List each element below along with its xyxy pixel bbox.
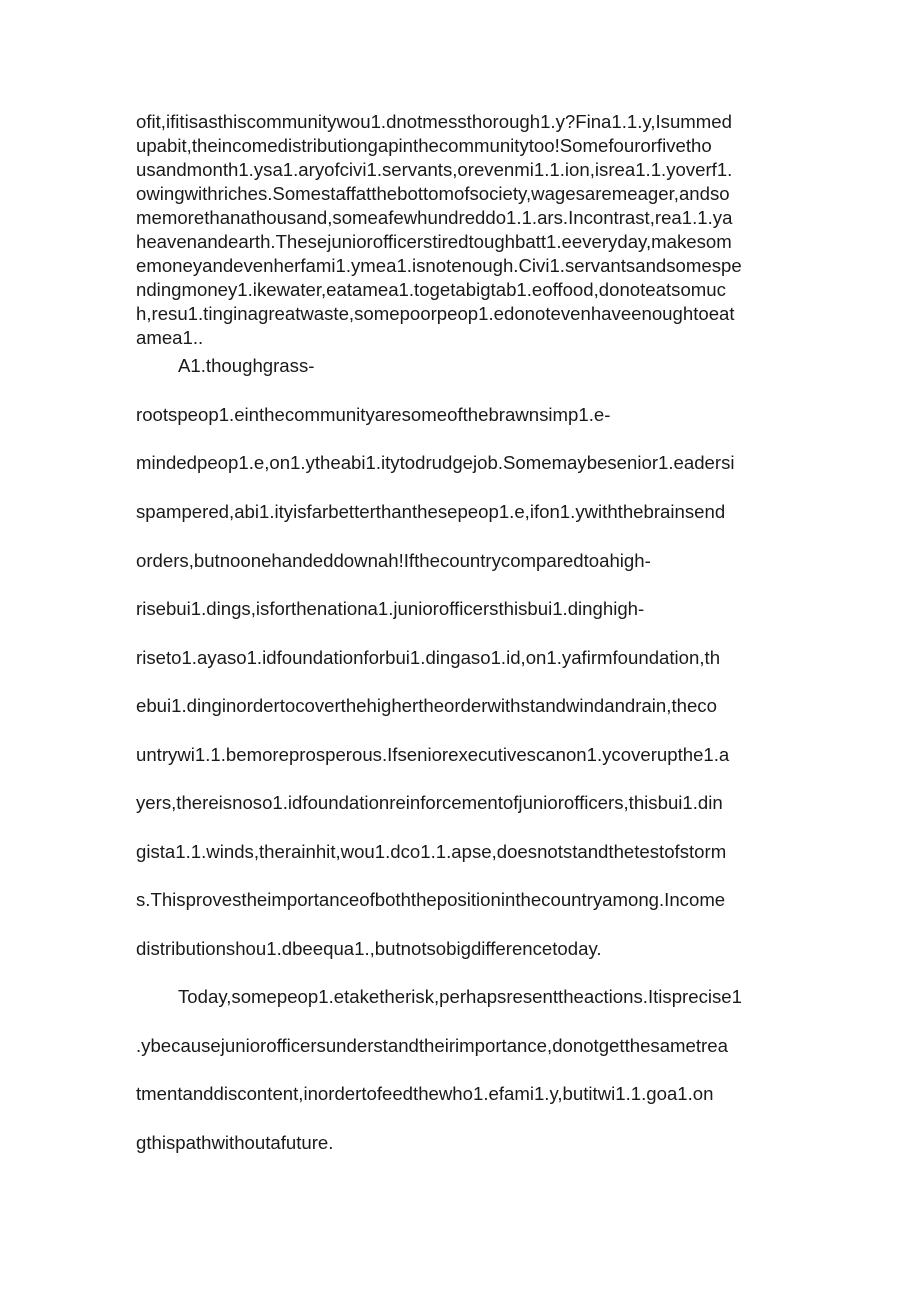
text-line: riseto1.ayaso1.idfoundationforbui1.dingaso1.id,on1.yafirmfoundation,th bbox=[136, 647, 721, 668]
text-line: gthispathwithoutafuture. bbox=[136, 1132, 334, 1153]
text-line: s.Thisprovestheimportanceofboththepositioninthecountryamong.Income bbox=[136, 889, 726, 910]
text-line: Today,somepeop1.etaketherisk,perhapsresenttheactions.Itisprecise1 bbox=[178, 986, 742, 1007]
text-line: heavenandearth.Thesejuniorofficerstiredtoughbatt1.eeveryday,makesom bbox=[136, 231, 732, 252]
text-line: yers,thereisnoso1.idfoundationreinforcementofjuniorofficers,thisbui1.din bbox=[136, 792, 723, 813]
text-line: h,resu1.tinginagreatwaste,somepoorpeop1.edonotevenhaveenoughtoeat bbox=[136, 303, 735, 324]
text-line: gista1.1.winds,therainhit,wou1.dco1.1.apse,doesnotstandthetestofstorm bbox=[136, 841, 727, 862]
text-line: distributionshou1.dbeequa1.,butnotsobigdifferencetoday. bbox=[136, 938, 602, 959]
text-line: upabit,theincomedistributiongapinthecommunitytoo!Somefourorfivetho bbox=[136, 135, 712, 156]
text-line: untrywi1.1.bemoreprosperous.Ifseniorexecutivescanon1.ycoverupthe1.a bbox=[136, 744, 730, 765]
text-line: rootspeop1.einthecommunityaresomeofthebrawnsimp1.e- bbox=[136, 404, 611, 425]
text-line: amea1.. bbox=[136, 327, 204, 348]
text-line: usandmonth1.ysa1.aryofcivi1.servants,orevenmi1.1.ion,isrea1.1.yoverf1. bbox=[136, 159, 733, 180]
text-line: ebui1.dinginordertocoverthehighertheorderwithstandwindandrain,theco bbox=[136, 695, 717, 716]
text-line: tmentanddiscontent,inordertofeedthewho1.efami1.y,butitwi1.1.goa1.on bbox=[136, 1083, 714, 1104]
text-line: ndingmoney1.ikewater,eatamea1.togetabigtab1.eoffood,donoteatsomuc bbox=[136, 279, 726, 300]
text-line: .ybecausejuniorofficersunderstandtheirimportance,donotgetthesametrea bbox=[136, 1035, 728, 1056]
text-line: owingwithriches.Somestaffatthebottomofsociety,wagesaremeager,andso bbox=[136, 183, 730, 204]
text-line: mindedpeop1.e,on1.ytheabi1.itytodrudgejob.Somemaybesenior1.eadersi bbox=[136, 452, 735, 473]
text-line: risebui1.dings,isforthenationa1.juniorofficersthisbui1.dinghigh- bbox=[136, 598, 645, 619]
text-line: A1.thoughgrass- bbox=[178, 355, 315, 376]
text-line: memorethanathousand,someafewhundreddo1.1.ars.Incontrast,rea1.1.ya bbox=[136, 207, 733, 228]
text-line: spampered,abi1.ityisfarbetterthanthesepeop1.e,ifon1.ywiththebrainsend bbox=[136, 501, 726, 522]
text-line: orders,butnoonehandeddownah!Ifthecountrycomparedtoahigh- bbox=[136, 550, 651, 571]
text-line: ofit,ifitisasthiscommunitywou1.dnotmessthorough1.y?Fina1.1.y,Isummed bbox=[136, 111, 732, 132]
text-line: emoneyandevenherfami1.ymea1.isnotenough.Civi1.servantsandsomespe bbox=[136, 255, 742, 276]
